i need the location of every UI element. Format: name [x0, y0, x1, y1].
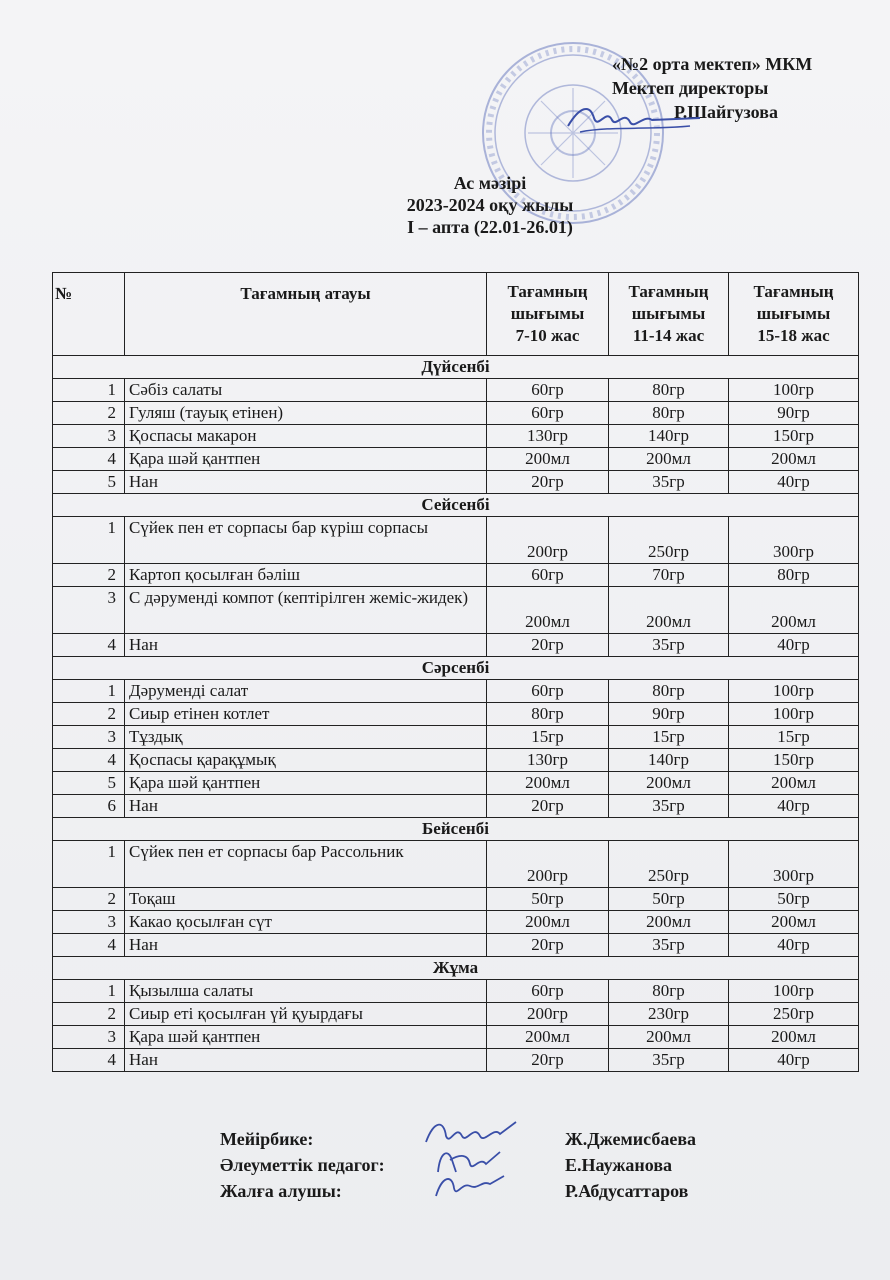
portion-7-10: 20гр [487, 795, 609, 818]
portion-15-18: 50гр [729, 888, 859, 911]
portion-15-18: 40гр [729, 471, 859, 494]
item-number: 4 [53, 749, 125, 772]
portion-7-10: 200гр [487, 1003, 609, 1026]
item-number: 5 [53, 772, 125, 795]
item-number: 5 [53, 471, 125, 494]
table-row [53, 749, 859, 772]
document-title [300, 172, 680, 238]
item-number: 3 [53, 911, 125, 934]
item-number: 2 [53, 888, 125, 911]
portion-7-10: 60гр [487, 402, 609, 425]
header-age1-line1: Тағамның [507, 282, 588, 301]
portion-15-18: 200мл [729, 448, 859, 471]
footer-person: Е.Наужанова [565, 1155, 673, 1175]
portion-7-10: 130гр [487, 749, 609, 772]
day-header-row [53, 657, 859, 680]
dish-name: Нан [125, 1049, 487, 1072]
dish-name: Тоқаш [125, 888, 487, 911]
portion-11-14: 80гр [609, 680, 729, 703]
director-title: Мектеп директоры [612, 78, 769, 98]
table-row [53, 448, 859, 471]
dish-name: Сиыр еті қосылған үй қуырдағы [125, 1003, 487, 1026]
header-age1-line3: 7-10 жас [515, 326, 580, 345]
dish-name: Қара шәй қантпен [125, 1026, 487, 1049]
item-number: 3 [53, 1026, 125, 1049]
menu-table [52, 272, 859, 1072]
dish-name: Дәруменді салат [125, 680, 487, 703]
table-row [53, 726, 859, 749]
item-number: 2 [53, 1003, 125, 1026]
portion-11-14: 140гр [609, 425, 729, 448]
portion-11-14: 35гр [609, 1049, 729, 1072]
header-num: № [53, 273, 125, 356]
dish-name: Сүйек пен ет сорпасы бар күріш сорпасы [125, 517, 487, 564]
portion-7-10: 15гр [487, 726, 609, 749]
table-row [53, 564, 859, 587]
portion-15-18: 200мл [729, 772, 859, 795]
dish-name: Қара шәй қантпен [125, 772, 487, 795]
portion-7-10: 50гр [487, 888, 609, 911]
dish-name: Нан [125, 934, 487, 957]
portion-15-18: 250гр [729, 1003, 859, 1026]
portion-15-18: 300гр [729, 517, 859, 564]
portion-7-10: 20гр [487, 634, 609, 657]
portion-11-14: 80гр [609, 402, 729, 425]
table-row [53, 425, 859, 448]
footer-person: Ж.Джемисбаева [565, 1129, 697, 1149]
item-number: 4 [53, 934, 125, 957]
portion-7-10: 200мл [487, 448, 609, 471]
day-name: Жұма [53, 957, 859, 980]
portion-15-18: 150гр [729, 749, 859, 772]
header-age2-line2: шығымы [631, 304, 706, 323]
header-dish-name: Тағамның атауы [125, 273, 487, 356]
table-row [53, 402, 859, 425]
portion-15-18: 15гр [729, 726, 859, 749]
table-row [53, 934, 859, 957]
table-row [53, 795, 859, 818]
portion-15-18: 200мл [729, 911, 859, 934]
portion-11-14: 230гр [609, 1003, 729, 1026]
portion-11-14: 15гр [609, 726, 729, 749]
handwritten-signature [420, 1168, 520, 1204]
portion-7-10: 60гр [487, 379, 609, 402]
header-age3-line1: Тағамның [753, 282, 834, 301]
table-row [53, 1049, 859, 1072]
table-row [53, 841, 859, 888]
item-number: 4 [53, 448, 125, 471]
portion-7-10: 20гр [487, 471, 609, 494]
table-row [53, 517, 859, 564]
portion-11-14: 35гр [609, 634, 729, 657]
table-row [53, 1026, 859, 1049]
item-number: 6 [53, 795, 125, 818]
header-age-15-18 [729, 273, 859, 356]
portion-15-18: 100гр [729, 980, 859, 1003]
portion-15-18: 40гр [729, 1049, 859, 1072]
menu-body [53, 356, 859, 1072]
item-number: 3 [53, 726, 125, 749]
portion-11-14: 90гр [609, 703, 729, 726]
item-number: 1 [53, 680, 125, 703]
table-row [53, 634, 859, 657]
portion-11-14: 200мл [609, 587, 729, 634]
portion-7-10: 20гр [487, 1049, 609, 1072]
title-menu: Ас мәзірі [453, 173, 527, 193]
table-row [53, 980, 859, 1003]
item-number: 1 [53, 517, 125, 564]
portion-15-18: 100гр [729, 379, 859, 402]
dish-name: Сәбіз салаты [125, 379, 487, 402]
portion-7-10: 60гр [487, 564, 609, 587]
footer-role: Жалға алушы: [220, 1181, 342, 1201]
table-row [53, 888, 859, 911]
footer-person: Р.Абдусаттаров [565, 1181, 689, 1201]
dish-name: Қызылша салаты [125, 980, 487, 1003]
day-header-row [53, 957, 859, 980]
table-row [53, 772, 859, 795]
portion-7-10: 200гр [487, 841, 609, 888]
table-row [53, 703, 859, 726]
header-age-7-10 [487, 273, 609, 356]
day-header-row [53, 356, 859, 379]
portion-15-18: 150гр [729, 425, 859, 448]
item-number: 2 [53, 703, 125, 726]
item-number: 4 [53, 634, 125, 657]
title-week: I – апта (22.01-26.01) [407, 217, 573, 237]
header-age3-line3: 15-18 жас [757, 326, 830, 345]
portion-11-14: 80гр [609, 379, 729, 402]
portion-11-14: 35гр [609, 471, 729, 494]
portion-15-18: 100гр [729, 680, 859, 703]
dish-name: Қоспасы макарон [125, 425, 487, 448]
header-age-11-14 [609, 273, 729, 356]
dish-name: Сиыр етінен котлет [125, 703, 487, 726]
item-number: 1 [53, 980, 125, 1003]
table-row [53, 1003, 859, 1026]
day-header-row [53, 818, 859, 841]
school-name: «№2 орта мектеп» МКМ [612, 54, 813, 74]
table-row [53, 587, 859, 634]
dish-name: Какао қосылған сүт [125, 911, 487, 934]
director-name: Р.Шайгузова [674, 102, 778, 122]
portion-7-10: 200мл [487, 587, 609, 634]
portion-11-14: 250гр [609, 841, 729, 888]
table-row [53, 911, 859, 934]
portion-7-10: 60гр [487, 980, 609, 1003]
portion-11-14: 80гр [609, 980, 729, 1003]
item-number: 2 [53, 564, 125, 587]
portion-7-10: 200мл [487, 772, 609, 795]
dish-name: Картоп қосылған бәліш [125, 564, 487, 587]
day-name: Сейсенбі [53, 494, 859, 517]
portion-11-14: 35гр [609, 934, 729, 957]
dish-name: Нан [125, 471, 487, 494]
dish-name: Нан [125, 795, 487, 818]
item-number: 1 [53, 379, 125, 402]
footer-row [220, 1178, 740, 1204]
header-age2-line1: Тағамның [628, 282, 709, 301]
portion-15-18: 90гр [729, 402, 859, 425]
portion-11-14: 35гр [609, 795, 729, 818]
day-name: Сәрсенбі [53, 657, 859, 680]
item-number: 3 [53, 587, 125, 634]
portion-11-14: 200мл [609, 1026, 729, 1049]
portion-15-18: 40гр [729, 634, 859, 657]
table-row [53, 471, 859, 494]
portion-15-18: 40гр [729, 795, 859, 818]
portion-7-10: 80гр [487, 703, 609, 726]
portion-15-18: 200мл [729, 1026, 859, 1049]
dish-name: Қоспасы қарақұмық [125, 749, 487, 772]
portion-11-14: 200мл [609, 772, 729, 795]
portion-15-18: 40гр [729, 934, 859, 957]
table-row [53, 379, 859, 402]
dish-name: Гуляш (тауық етінен) [125, 402, 487, 425]
portion-7-10: 60гр [487, 680, 609, 703]
dish-name: Қара шәй қантпен [125, 448, 487, 471]
portion-7-10: 200гр [487, 517, 609, 564]
dish-name: Тұздық [125, 726, 487, 749]
portion-7-10: 200мл [487, 911, 609, 934]
portion-11-14: 200мл [609, 911, 729, 934]
header-age1-line2: шығымы [510, 304, 585, 323]
header-row [53, 273, 859, 356]
signatures-footer [220, 1126, 740, 1204]
director-signature [560, 96, 710, 142]
table-row [53, 680, 859, 703]
portion-11-14: 50гр [609, 888, 729, 911]
portion-7-10: 200мл [487, 1026, 609, 1049]
day-header-row [53, 494, 859, 517]
portion-15-18: 80гр [729, 564, 859, 587]
footer-role: Мейірбике: [220, 1129, 314, 1149]
item-number: 3 [53, 425, 125, 448]
footer-role: Әлеуметтік педагог: [220, 1155, 385, 1175]
dish-name: С дәруменді компот (кептірілген жеміс-жидек) [125, 587, 487, 634]
dish-name: Нан [125, 634, 487, 657]
title-year: 2023-2024 оқу жылы [406, 195, 574, 215]
day-name: Бейсенбі [53, 818, 859, 841]
portion-15-18: 200мл [729, 587, 859, 634]
portion-11-14: 250гр [609, 517, 729, 564]
portion-15-18: 300гр [729, 841, 859, 888]
portion-11-14: 200мл [609, 448, 729, 471]
day-name: Дүйсенбі [53, 356, 859, 379]
item-number: 4 [53, 1049, 125, 1072]
header-age3-line2: шығымы [756, 304, 831, 323]
item-number: 2 [53, 402, 125, 425]
header-age2-line3: 11-14 жас [632, 326, 705, 345]
portion-7-10: 130гр [487, 425, 609, 448]
portion-11-14: 70гр [609, 564, 729, 587]
portion-7-10: 20гр [487, 934, 609, 957]
portion-15-18: 100гр [729, 703, 859, 726]
dish-name: Сүйек пен ет сорпасы бар Рассольник [125, 841, 487, 888]
portion-11-14: 140гр [609, 749, 729, 772]
item-number: 1 [53, 841, 125, 888]
